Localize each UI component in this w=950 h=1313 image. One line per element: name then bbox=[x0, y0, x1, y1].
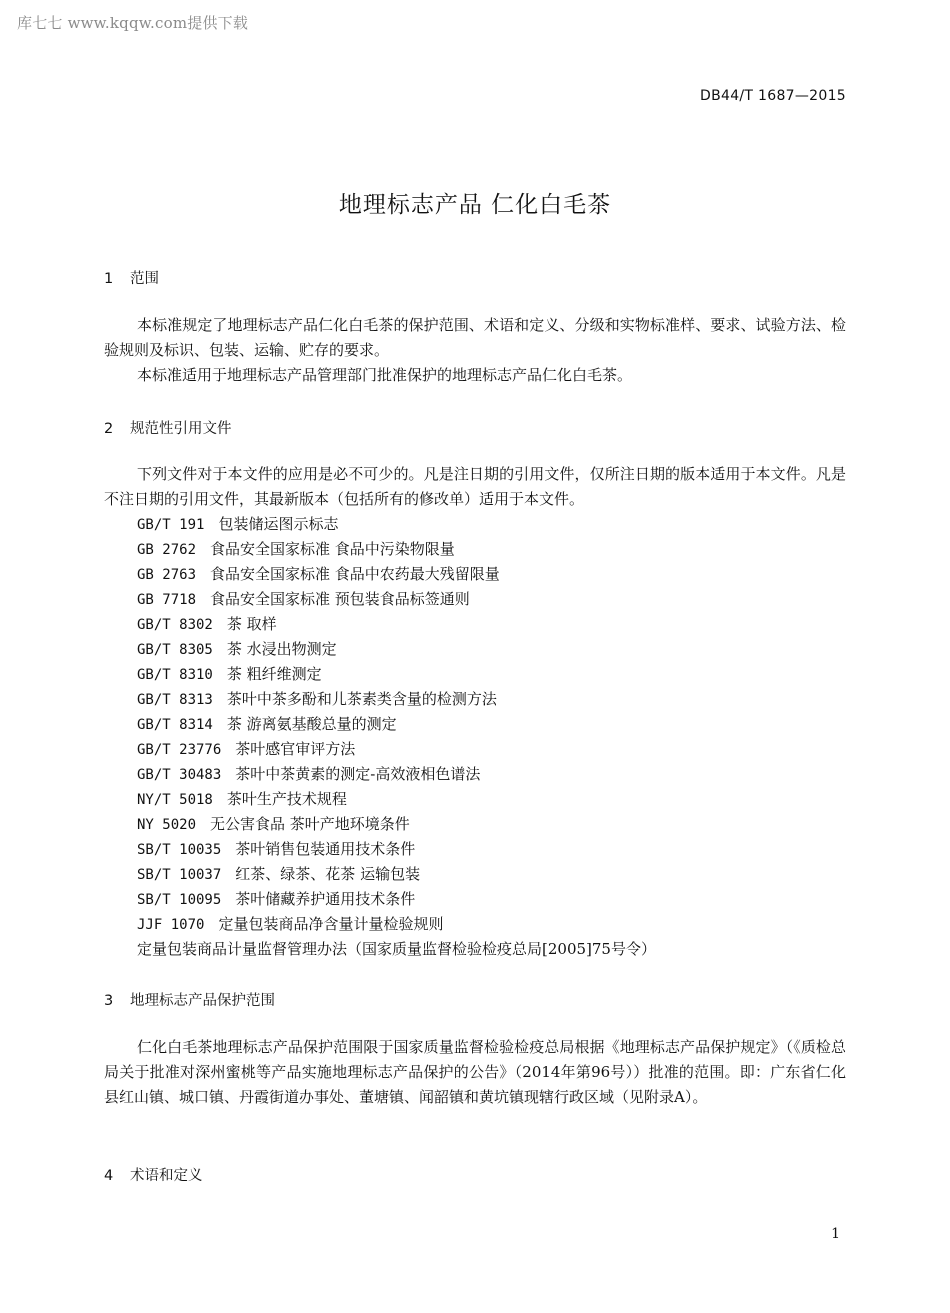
section-title: 范围 bbox=[130, 271, 159, 287]
section-number: 1 bbox=[104, 271, 114, 287]
paragraph: 本标准适用于地理标志产品管理部门批准保护的地理标志产品仁化白毛茶。 bbox=[137, 366, 633, 384]
reference-title: 茶 游离氨基酸总量的测定 bbox=[226, 715, 397, 733]
reference-code: JJF 1070 bbox=[137, 917, 205, 933]
standard-code: DB44/T 1687—2015 bbox=[700, 88, 846, 104]
document-title: 地理标志产品 仁化白毛茶 bbox=[338, 192, 612, 218]
reference-list bbox=[137, 512, 656, 962]
reference-code: GB 2763 bbox=[137, 567, 197, 583]
reference-item bbox=[137, 862, 656, 887]
page-number: 1 bbox=[831, 1226, 840, 1242]
reference-title: 食品安全国家标准 预包装食品标签通则 bbox=[210, 590, 470, 608]
reference-code: GB/T 30483 bbox=[137, 767, 222, 783]
reference-title: 定量包装商品计量监督管理办法（国家质量监督检验检疫总局[2005]75号令） bbox=[137, 940, 656, 958]
reference-item bbox=[137, 762, 656, 787]
reference-item bbox=[137, 737, 656, 762]
reference-code: NY/T 5018 bbox=[137, 792, 213, 808]
reference-code: GB/T 8302 bbox=[137, 617, 213, 633]
reference-title: 茶 水浸出物测定 bbox=[226, 640, 337, 658]
reference-code: GB 2762 bbox=[137, 542, 197, 558]
section-heading-terms-definitions bbox=[104, 1164, 203, 1185]
reference-item bbox=[137, 637, 656, 662]
reference-item bbox=[137, 937, 656, 962]
reference-title: 食品安全国家标准 食品中农药最大残留限量 bbox=[210, 565, 500, 583]
reference-title: 无公害食品 茶叶产地环境条件 bbox=[210, 815, 410, 833]
reference-title: 食品安全国家标准 食品中污染物限量 bbox=[210, 540, 455, 558]
reference-item bbox=[137, 587, 656, 612]
reference-item bbox=[137, 812, 656, 837]
reference-code: NY 5020 bbox=[137, 817, 197, 833]
reference-code: SB/T 10037 bbox=[137, 867, 222, 883]
reference-code: GB/T 8305 bbox=[137, 642, 213, 658]
paragraph: 仁化白毛茶地理标志产品保护范围限于国家质量监督检验检疫总局根据《地理标志产品保护规定》（《质检总局关于批准对深州蜜桃等产品实施地理标志产品保护的公告》（2014年第96号））批准的范围。即：广东省仁化县红山镇、城口镇、丹霞街道办事处、董塘镇、闻韶镇和黄坑镇现辖行政区域（见附录A）。 bbox=[104, 1038, 846, 1106]
paragraph: 下列文件对于本文件的应用是必不可少的。凡是注日期的引用文件，仅所注日期的版本适用于本文件。凡是不注日期的引用文件，其最新版本（包括所有的修改单）适用于本文件。 bbox=[104, 465, 846, 508]
reference-title: 茶 取样 bbox=[226, 615, 277, 633]
section-number: 3 bbox=[104, 993, 114, 1009]
section-heading-normative-references bbox=[104, 417, 232, 438]
reference-title: 红茶、绿茶、花茶 运输包装 bbox=[235, 865, 421, 883]
reference-item bbox=[137, 837, 656, 862]
reference-code: GB 7718 bbox=[137, 592, 197, 608]
reference-item bbox=[137, 512, 656, 537]
section-title: 地理标志产品保护范围 bbox=[130, 993, 275, 1009]
section-heading-scope bbox=[104, 267, 159, 288]
reference-item bbox=[137, 537, 656, 562]
reference-code: GB/T 8314 bbox=[137, 717, 213, 733]
reference-code: GB/T 191 bbox=[137, 517, 205, 533]
reference-item bbox=[137, 612, 656, 637]
reference-item bbox=[137, 912, 656, 937]
section-title: 术语和定义 bbox=[130, 1168, 203, 1184]
reference-item bbox=[137, 712, 656, 737]
reference-title: 包装储运图示标志 bbox=[218, 515, 339, 533]
reference-item bbox=[137, 562, 656, 587]
reference-title: 茶叶生产技术规程 bbox=[226, 790, 347, 808]
paragraph: 本标准规定了地理标志产品仁化白毛茶的保护范围、术语和定义、分级和实物标准样、要求、试验方法、检验规则及标识、包装、运输、贮存的要求。 bbox=[104, 316, 846, 359]
reference-item bbox=[137, 887, 656, 912]
reference-code: SB/T 10035 bbox=[137, 842, 222, 858]
reference-code: SB/T 10095 bbox=[137, 892, 222, 908]
section-title: 规范性引用文件 bbox=[130, 421, 232, 437]
reference-code: GB/T 8310 bbox=[137, 667, 213, 683]
section-number: 2 bbox=[104, 421, 114, 437]
reference-title: 茶叶储藏养护通用技术条件 bbox=[235, 890, 416, 908]
watermark-text: 库七七 www.kqqw.com提供下载 bbox=[17, 14, 249, 32]
reference-title: 茶叶感官审评方法 bbox=[235, 740, 356, 758]
reference-code: GB/T 8313 bbox=[137, 692, 213, 708]
reference-item bbox=[137, 787, 656, 812]
reference-code: GB/T 23776 bbox=[137, 742, 222, 758]
reference-title: 定量包装商品净含量计量检验规则 bbox=[218, 915, 444, 933]
reference-title: 茶叶中茶多酚和儿茶素类含量的检测方法 bbox=[226, 690, 497, 708]
reference-item bbox=[137, 687, 656, 712]
reference-item bbox=[137, 662, 656, 687]
reference-title: 茶叶中茶黄素的测定-高效液相色谱法 bbox=[235, 765, 481, 783]
reference-title: 茶 粗纤维测定 bbox=[226, 665, 322, 683]
section-number: 4 bbox=[104, 1168, 114, 1184]
reference-title: 茶叶销售包装通用技术条件 bbox=[235, 840, 416, 858]
section-heading-protection-scope bbox=[104, 989, 275, 1010]
